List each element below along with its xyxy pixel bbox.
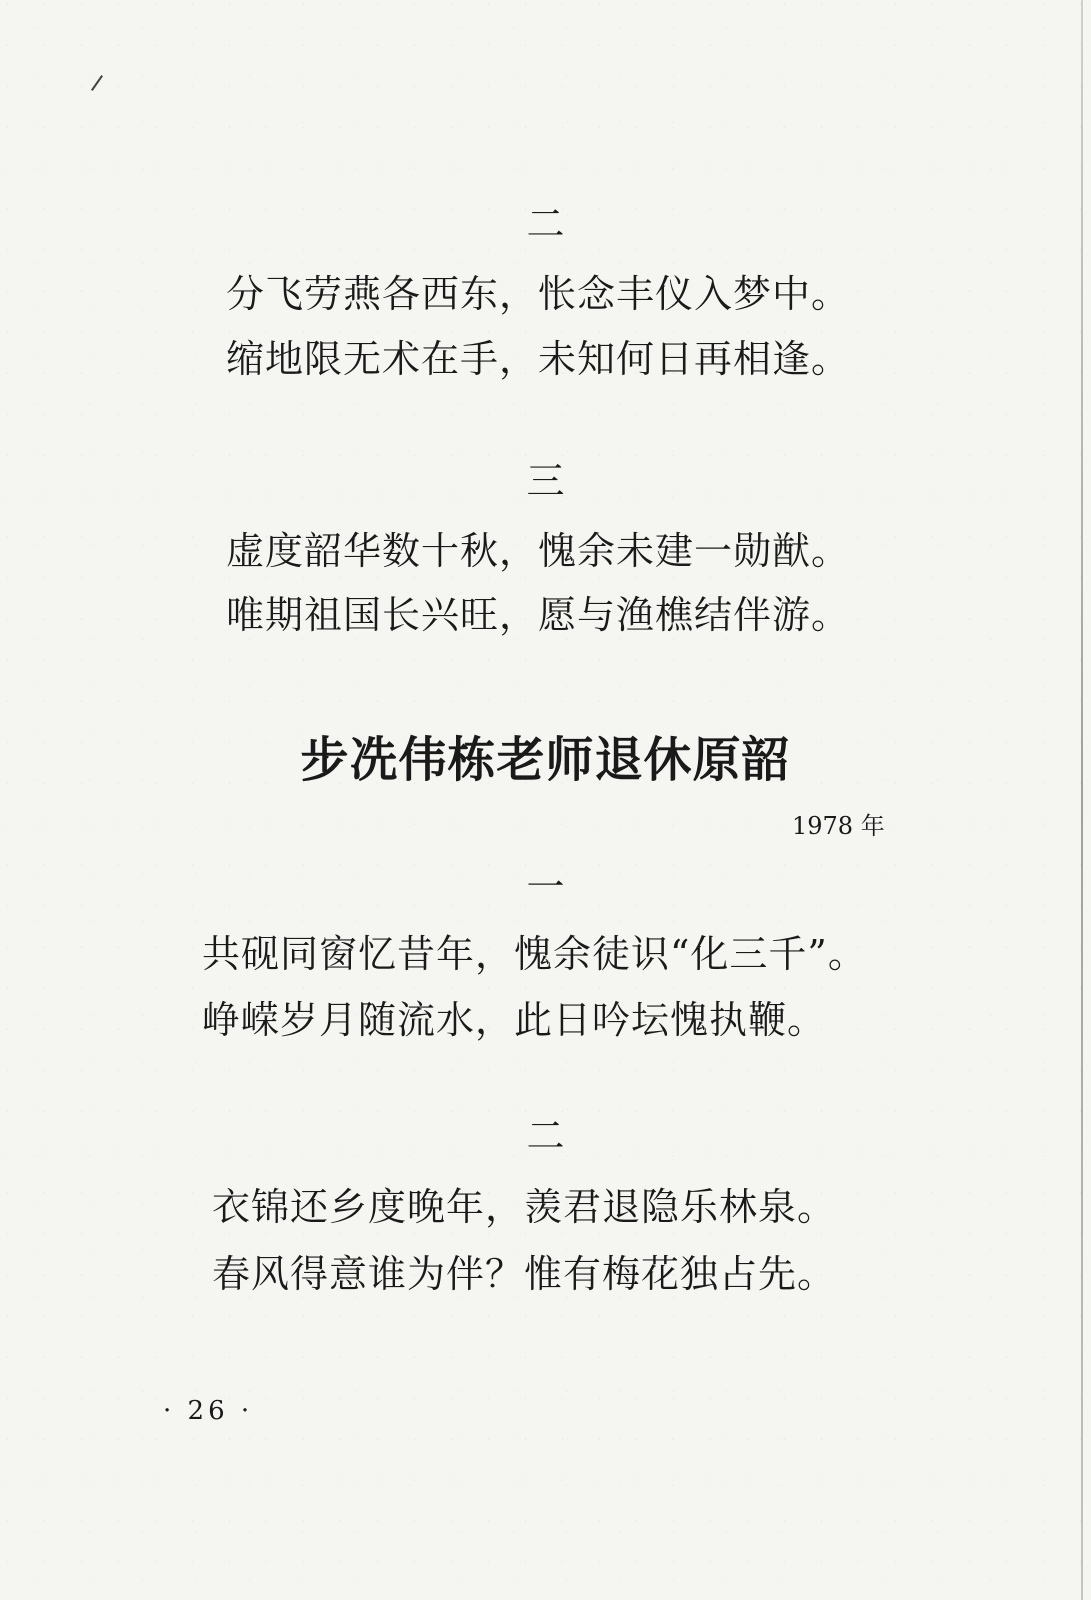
section-two-numeral-second-poem: 二 <box>526 1114 565 1158</box>
poem-line-5: 共砚同窗忆昔年，愧余徒识“化三千”。 <box>202 932 867 976</box>
poem-line-6: 峥嵘岁月随流水，此日吟坛愧执鞭。 <box>202 998 827 1042</box>
poem-line-8: 春风得意谁为伴？惟有梅花独占先。 <box>212 1252 837 1296</box>
poem-line-2: 缩地限无术在手，未知何日再相逢。 <box>226 337 851 381</box>
scan-mark <box>91 75 103 91</box>
section-two-numeral: 二 <box>526 202 565 246</box>
poem-line-4: 唯期祖国长兴旺，愿与渔樵结伴游。 <box>226 593 851 637</box>
poem-line-1: 分飞劳燕各西东，怅念丰仪入梦中。 <box>226 272 851 316</box>
section-one-numeral: 一 <box>526 865 565 909</box>
poem-title: 步冼伟栋老师退休原韶 <box>300 732 791 788</box>
poem-year: 1978 年 <box>792 812 885 840</box>
section-three-numeral: 三 <box>526 459 565 503</box>
poem-line-7: 衣锦还乡度晚年，羡君退隐乐林泉。 <box>212 1185 837 1229</box>
page-number: · 26 · <box>163 1396 254 1426</box>
poem-line-3: 虚度韶华数十秋，愧余未建一勋猷。 <box>226 529 851 573</box>
